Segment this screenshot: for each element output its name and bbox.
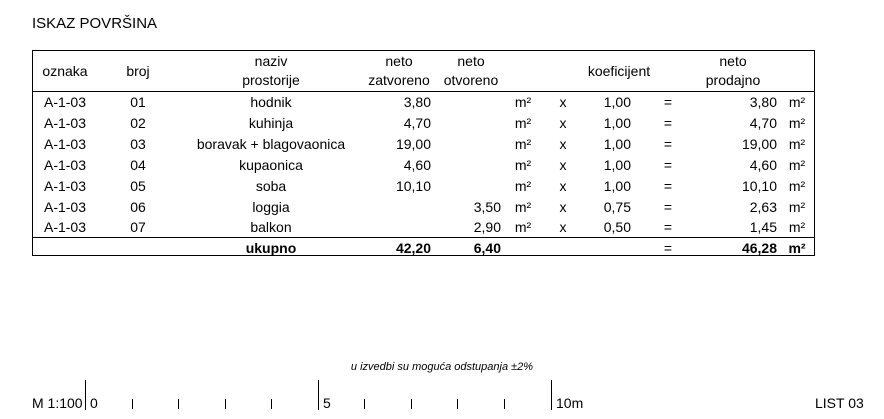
scale-tick-major	[551, 380, 552, 410]
cell-naziv: loggia	[252, 199, 290, 215]
table-row	[33, 92, 814, 113]
table-row	[33, 217, 814, 238]
table-row	[33, 134, 814, 155]
scale-tick-major	[318, 380, 319, 410]
cell-zatvoreno: 19,00	[395, 136, 431, 152]
cell-prodajno: 1,45	[749, 219, 777, 235]
cell-oznaka: A-1-03	[43, 178, 87, 194]
cell-oznaka: A-1-03	[43, 136, 87, 152]
header-koeficijent: koeficijent	[587, 63, 651, 79]
cell-oznaka: A-1-03	[43, 219, 87, 235]
cell-oznaka: A-1-03	[43, 94, 87, 110]
cell-naziv: hodnik	[250, 94, 292, 110]
cell-zatvoreno: 4,60	[403, 157, 431, 173]
header-otvoreno	[435, 52, 507, 90]
table-row	[33, 176, 814, 197]
header-naziv	[183, 52, 359, 90]
page-title: ISKAZ POVRŠINA	[32, 15, 158, 32]
cell-eq: =	[663, 178, 673, 194]
cell-prodajno: 4,60	[749, 157, 777, 173]
total-prodajno: 46,28	[741, 240, 777, 256]
header-otvoreno-line2: otvoreno	[443, 72, 499, 88]
scale-tick-minor	[457, 399, 458, 409]
cell-unit2: m²	[788, 219, 806, 235]
scale-tick-minor	[271, 399, 272, 409]
cell-unit2: m²	[788, 94, 806, 110]
cell-x: x	[559, 94, 567, 110]
cell-broj: 03	[130, 136, 146, 152]
cell-oznaka: A-1-03	[43, 199, 87, 215]
cell-x: x	[559, 157, 567, 173]
total-row	[33, 238, 814, 259]
header-zatvoreno	[363, 52, 435, 90]
table-row	[33, 197, 814, 218]
cell-koef: 1,00	[603, 136, 631, 152]
cell-koef: 1,00	[603, 115, 631, 131]
cell-broj: 02	[130, 115, 146, 131]
cell-unit: m²	[514, 136, 532, 152]
cell-otvoreno: 2,90	[473, 219, 501, 235]
cell-eq: =	[663, 219, 673, 235]
header-naziv-line1: naziv	[254, 53, 288, 69]
cell-eq: =	[663, 94, 673, 110]
cell-eq: =	[663, 199, 673, 215]
scale-tick-minor	[364, 399, 365, 409]
cell-otvoreno: 3,50	[473, 199, 501, 215]
header-zatvoreno-line2: zatvoreno	[368, 72, 430, 88]
cell-naziv: boravak + blagovaonica	[196, 136, 346, 152]
total-zatvoreno: 42,20	[395, 240, 431, 256]
cell-naziv: balkon	[250, 219, 292, 235]
cell-unit2: m²	[788, 136, 806, 152]
cell-unit2: m²	[788, 199, 806, 215]
cell-unit: m²	[514, 157, 532, 173]
scale-number-10: 10m	[556, 395, 584, 411]
cell-eq: =	[663, 136, 673, 152]
cell-x: x	[559, 178, 567, 194]
cell-koef: 0,50	[603, 219, 631, 235]
cell-unit: m²	[514, 94, 532, 110]
cell-prodajno: 3,80	[749, 94, 777, 110]
scale-number-0: 0	[90, 395, 98, 411]
cell-koef: 1,00	[603, 178, 631, 194]
cell-zatvoreno: 3,80	[403, 94, 431, 110]
cell-unit: m²	[514, 115, 532, 131]
scale-tick-major	[85, 380, 86, 410]
total-otvoreno: 6,40	[473, 240, 501, 256]
cell-x: x	[559, 115, 567, 131]
cell-koef: 0,75	[603, 199, 631, 215]
sheet-number: LIST 03	[815, 395, 864, 411]
cell-unit2: m²	[788, 178, 806, 194]
header-oznaka: oznaka	[42, 63, 88, 79]
cell-unit: m²	[514, 199, 532, 215]
table-row	[33, 155, 814, 176]
cell-naziv: kuhinja	[248, 115, 294, 131]
header-zatvoreno-line1: neto	[385, 53, 413, 69]
cell-broj: 05	[130, 178, 146, 194]
cell-prodajno: 19,00	[741, 136, 777, 152]
total-eq: =	[663, 240, 673, 256]
scale-tick-minor	[132, 399, 133, 409]
cell-prodajno: 2,63	[749, 199, 777, 215]
cell-x: x	[559, 219, 567, 235]
scale-tick-minor	[411, 399, 412, 409]
cell-unit2: m²	[788, 115, 806, 131]
scale-number-5: 5	[323, 395, 331, 411]
header-otvoreno-line1: neto	[457, 53, 485, 69]
header-prodajno-line1: neto	[719, 53, 747, 69]
cell-x: x	[559, 199, 567, 215]
cell-prodajno: 4,70	[749, 115, 777, 131]
scale-tick-minor	[504, 399, 505, 409]
total-unit: m²	[788, 240, 806, 256]
cell-eq: =	[663, 115, 673, 131]
cell-zatvoreno: 4,70	[403, 115, 431, 131]
cell-koef: 1,00	[603, 157, 631, 173]
cell-koef: 1,00	[603, 94, 631, 110]
header-prodajno-line2: prodajno	[705, 72, 761, 88]
cell-broj: 01	[130, 94, 146, 110]
cell-naziv: soba	[255, 178, 287, 194]
area-table	[32, 50, 815, 256]
cell-broj: 07	[130, 219, 146, 235]
cell-x: x	[559, 136, 567, 152]
cell-oznaka: A-1-03	[43, 157, 87, 173]
scale-bar	[0, 380, 884, 419]
table-row	[33, 113, 814, 134]
header-prodajno	[698, 52, 768, 90]
cell-unit: m²	[514, 178, 532, 194]
tolerance-note: u izvedbi su moguća odstupanja ±2%	[350, 361, 534, 373]
cell-naziv: kupaonica	[239, 157, 303, 173]
cell-broj: 06	[130, 199, 146, 215]
cell-broj: 04	[130, 157, 146, 173]
scale-label: M 1:100	[32, 395, 83, 411]
scale-tick-minor	[178, 399, 179, 409]
scale-tick-minor	[225, 399, 226, 409]
header-broj: broj	[126, 63, 150, 79]
total-label: ukupno	[245, 240, 297, 256]
cell-unit2: m²	[788, 157, 806, 173]
cell-unit: m²	[514, 219, 532, 235]
header-naziv-line2: prostorije	[242, 72, 300, 88]
cell-prodajno: 10,10	[741, 178, 777, 194]
cell-oznaka: A-1-03	[43, 115, 87, 131]
cell-eq: =	[663, 157, 673, 173]
cell-zatvoreno: 10,10	[395, 178, 431, 194]
